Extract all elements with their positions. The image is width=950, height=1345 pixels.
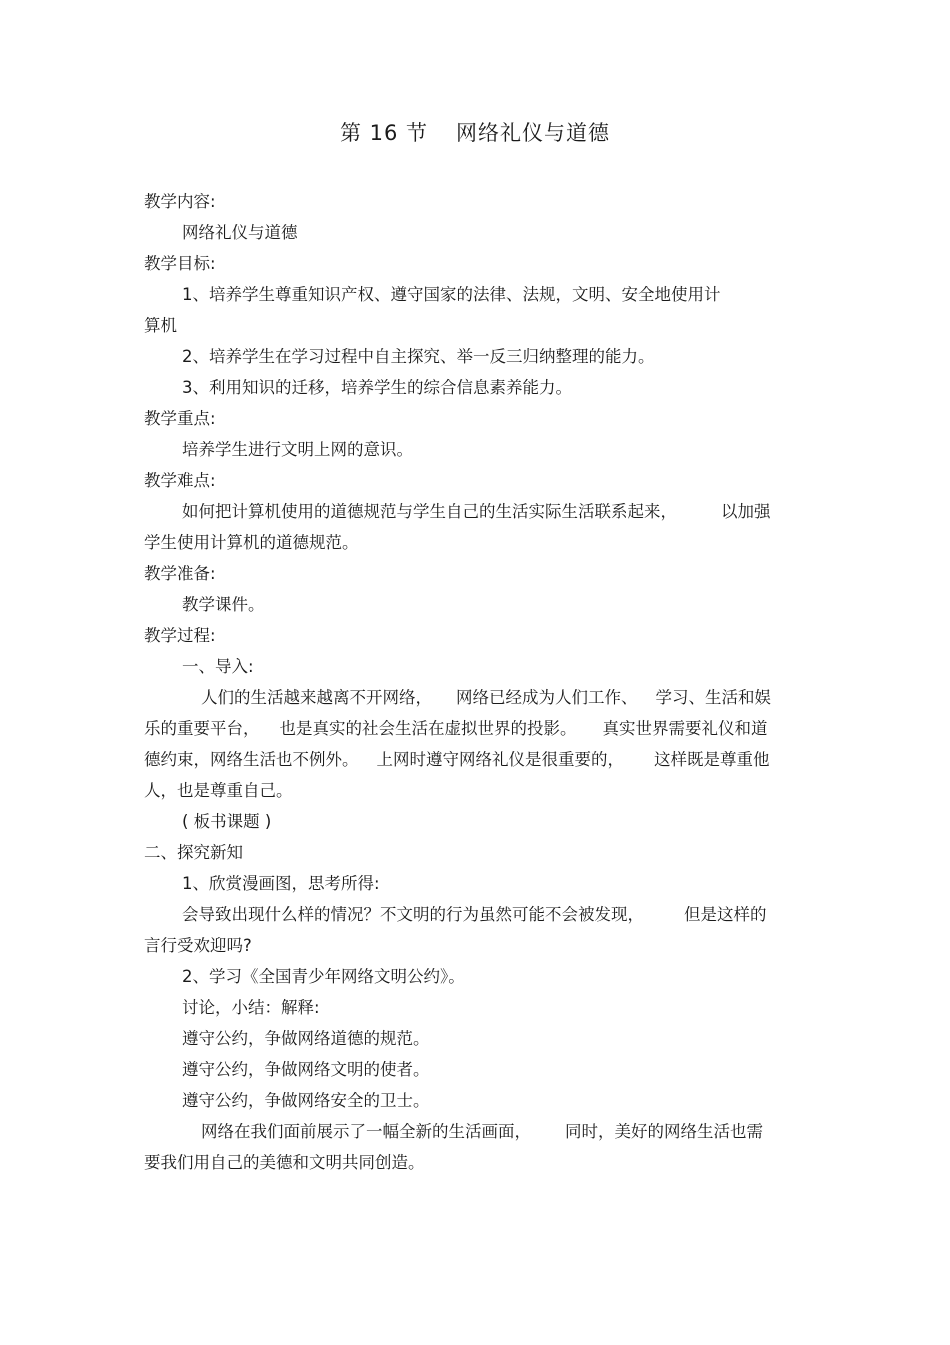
pledge-1: 遵守公约，争做网络道德的规范。: [182, 1029, 430, 1048]
closing-line-1b: 同时，美好的网络生活也需: [565, 1122, 763, 1141]
key-heading: 教学重点:: [144, 409, 216, 428]
explore-1-question-line-1a: 会导致出现什么样的情况？不文明的行为虽然可能不会被发现，: [182, 905, 644, 924]
intro-heading: 一、导入:: [182, 657, 254, 676]
difficulty-line-2: 学生使用计算机的道德规范。: [144, 533, 359, 552]
key-text: 培养学生进行文明上网的意识。: [182, 440, 413, 459]
intro-line-1a: 人们的生活越来越离不开网络，: [201, 688, 432, 707]
prep-heading: 教学准备:: [144, 564, 216, 583]
closing-line-1: [144, 1116, 806, 1147]
explore-heading: 二、探究新知: [144, 843, 243, 862]
document-body: [144, 186, 806, 1178]
explore-1: 1、欣赏漫画图，思考所得:: [182, 874, 380, 893]
intro-line-3: [144, 744, 806, 775]
prep-text: 教学课件。: [182, 595, 265, 614]
discuss-line: 讨论，小结：解释:: [182, 998, 320, 1017]
intro-line-2b: 也是真实的社会生活在虚拟世界的投影。: [279, 719, 577, 738]
title-number: 16: [369, 121, 399, 145]
closing-line-1a: 网络在我们面前展示了一幅全新的生活画面，: [201, 1122, 531, 1141]
difficulty-heading: 教学难点:: [144, 471, 216, 490]
explore-2: 2、学习《全国青少年网络文明公约》。: [182, 967, 465, 986]
intro-line-3b: 上网时遵守网络礼仪是很重要的，: [376, 750, 624, 769]
intro-line-1: [144, 682, 806, 713]
title-suffix: 节: [406, 121, 429, 145]
process-heading: 教学过程:: [144, 626, 216, 645]
board-note: ( 板书课题 ): [182, 812, 272, 831]
intro-line-2: [144, 713, 806, 744]
explore-1-question-line-1: [144, 899, 806, 930]
difficulty-line-1a: 如何把计算机使用的道德规范与学生自己的生活实际生活联系起来，: [182, 502, 677, 521]
intro-line-3a: 德约束，网络生活也不例外。: [144, 750, 359, 769]
intro-line-2c: 真实世界需要礼仪和道: [602, 719, 768, 738]
goal-2: 2、培养学生在学习过程中自主探究、举一反三归纳整理的能力。: [182, 347, 655, 366]
closing-line-2: 要我们用自己的美德和文明共同创造。: [144, 1153, 425, 1172]
goal-3: 3、利用知识的迁移，培养学生的综合信息素养能力。: [182, 378, 572, 397]
intro-line-2a: 乐的重要平台，: [144, 719, 260, 738]
intro-line-3c: 这样既是尊重他: [654, 750, 770, 769]
pledge-2: 遵守公约，争做网络文明的使者。: [182, 1060, 430, 1079]
title-prefix: 第: [339, 121, 362, 145]
goal-1-line-2: 算机: [144, 316, 177, 335]
page-title: [0, 117, 950, 149]
intro-line-1c: 学习、生活和娱: [655, 688, 771, 707]
content-text: 网络礼仪与道德: [182, 223, 298, 242]
intro-line-1b: 网络已经成为人们工作、: [456, 688, 638, 707]
difficulty-line-1: [144, 496, 806, 527]
explore-1-question-line-2: 言行受欢迎吗?: [144, 936, 252, 955]
explore-1-question-line-1b: 但是这样的: [684, 905, 767, 924]
goals-heading: 教学目标:: [144, 254, 216, 273]
goal-1-line-1: 1、培养学生尊重知识产权、遵守国家的法律、法规，文明、安全地使用计: [182, 285, 721, 304]
intro-line-4: 人，也是尊重自己。: [144, 781, 293, 800]
difficulty-line-1b: 以加强: [721, 502, 771, 521]
pledge-3: 遵守公约，争做网络安全的卫士。: [182, 1091, 430, 1110]
title-topic: 网络礼仪与道德: [456, 121, 611, 145]
content-heading: 教学内容:: [144, 192, 216, 211]
